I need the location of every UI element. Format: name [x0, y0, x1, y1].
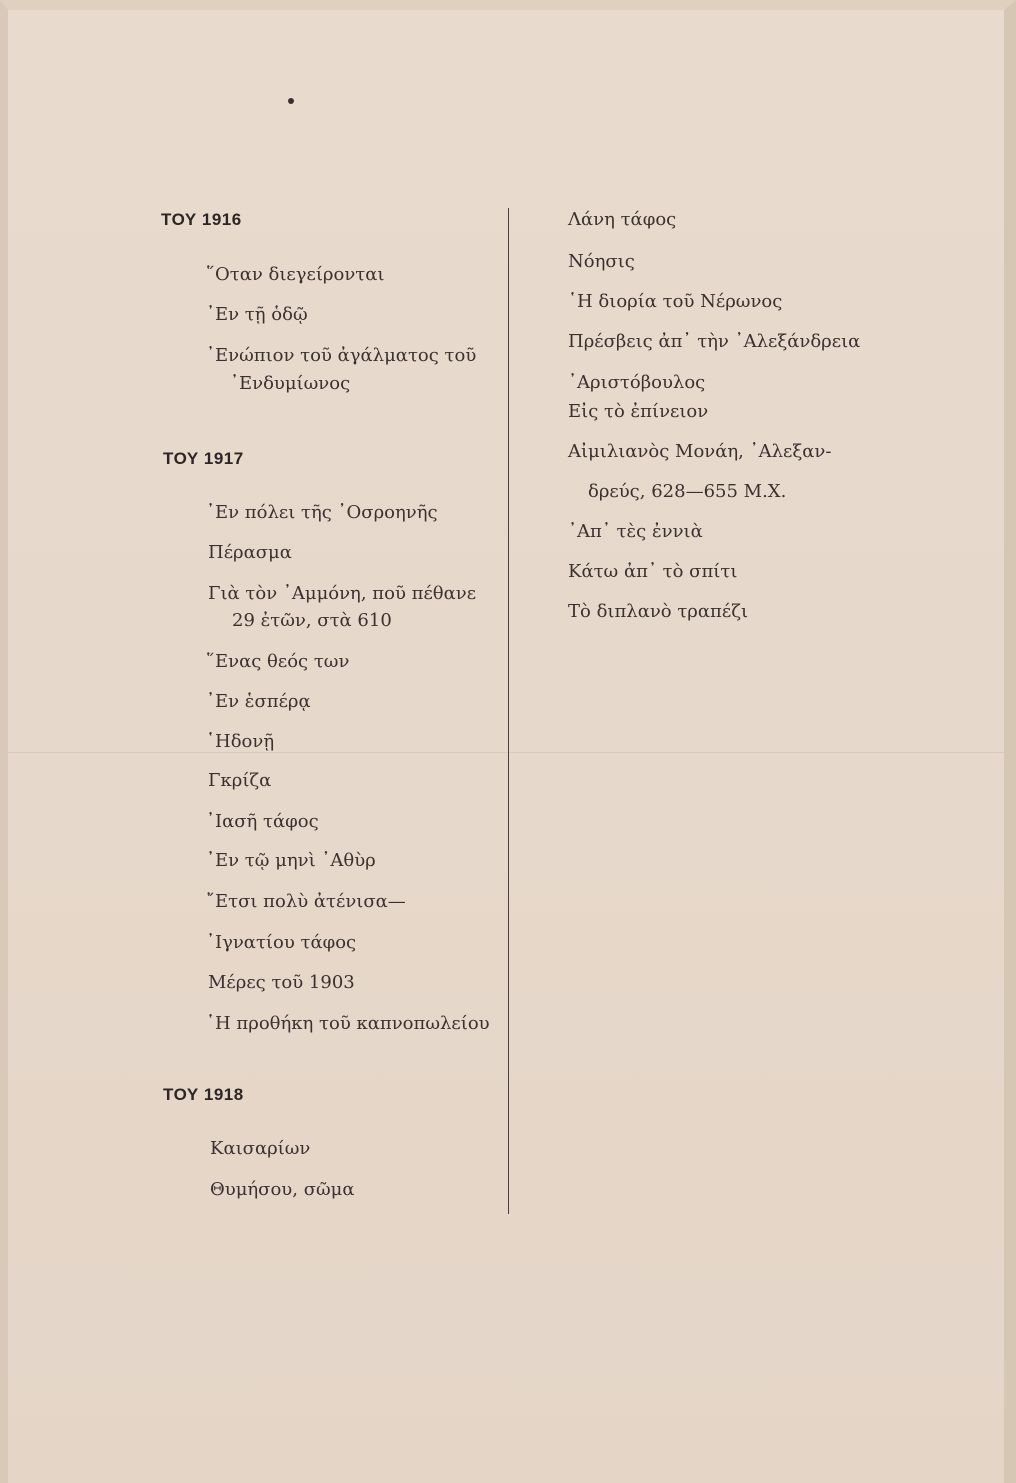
toc-entry: ῞Οταν διεγείρονται [206, 264, 385, 285]
toc-entry: Νόησις [568, 251, 635, 272]
section-heading-1917: ΤΟΥ 1917 [163, 449, 244, 468]
toc-entry-continuation: 29 ἐτῶν, στὰ 610 [232, 610, 392, 631]
ink-dot [288, 98, 294, 104]
toc-entry-continuation: ᾿Ενδυμίωνος [230, 373, 351, 394]
toc-entry: ᾿Ιγνατίου τάφος [206, 932, 357, 953]
toc-entry: Γιὰ τὸν ᾿Αμμόνη, ποῦ πέθανε [208, 583, 477, 604]
toc-entry: ᾿Εν τῇ ὁδῷ [206, 304, 308, 325]
toc-entry: ῾Η διορία τοῦ Νέρωνος [568, 291, 783, 312]
toc-entry-continuation: δρεύς, 628—655 Μ.Χ. [588, 481, 787, 502]
section-heading-1918: ΤΟΥ 1918 [163, 1085, 244, 1104]
toc-entry: Αἰμιλιανὸς Μονάη, ᾿Αλεξαν- [568, 441, 832, 462]
toc-entry: Κάτω ἀπ᾿ τὸ σπίτι [568, 561, 738, 582]
column-divider [508, 208, 509, 1214]
toc-entry: ᾿Ενώπιον τοῦ ἀγάλματος τοῦ [206, 345, 477, 366]
toc-entry: Εἰς τὸ ἐπίνειον [568, 401, 709, 422]
section-heading-1916: ΤΟΥ 1916 [161, 210, 242, 229]
toc-entry: Τὸ διπλανὸ τραπέζι [568, 601, 749, 622]
toc-entry: Θυμήσου, σῶμα [210, 1179, 355, 1200]
toc-entry: ᾿Εν πόλει τῆς ᾿Οσροηνῆς [206, 502, 438, 523]
toc-entry: ῾Ηδονῇ [206, 731, 275, 752]
toc-entry: Μέρες τοῦ 1903 [208, 972, 355, 993]
toc-entry: Καισαρίων [210, 1138, 311, 1159]
toc-entry: Γκρίζα [208, 770, 272, 791]
toc-entry: ᾿Αριστόβουλος [568, 372, 706, 393]
page-crease [8, 752, 1004, 753]
toc-entry: ῎Ετσι πολὺ ἀτένισα— [206, 891, 406, 912]
toc-entry: ᾿Ιασῆ τάφος [206, 811, 319, 832]
toc-entry: ᾿Απ᾿ τὲς ἐννιὰ [568, 521, 703, 542]
toc-entry: ᾿Εν τῷ μηνὶ ᾿Αθὺρ [206, 850, 376, 871]
toc-entry: ῾Η προθήκη τοῦ καπνοπωλείου [206, 1013, 490, 1034]
toc-entry: Πρέσβεις ἀπ᾿ τὴν ᾿Αλεξάνδρεια [568, 331, 861, 352]
toc-entry: ᾿Εν ἑσπέρᾳ [206, 691, 311, 712]
toc-entry: ῞Ενας θεός των [206, 651, 350, 672]
toc-entry: Πέρασμα [208, 542, 292, 563]
toc-entry: Λάνη τάφος [568, 209, 677, 230]
